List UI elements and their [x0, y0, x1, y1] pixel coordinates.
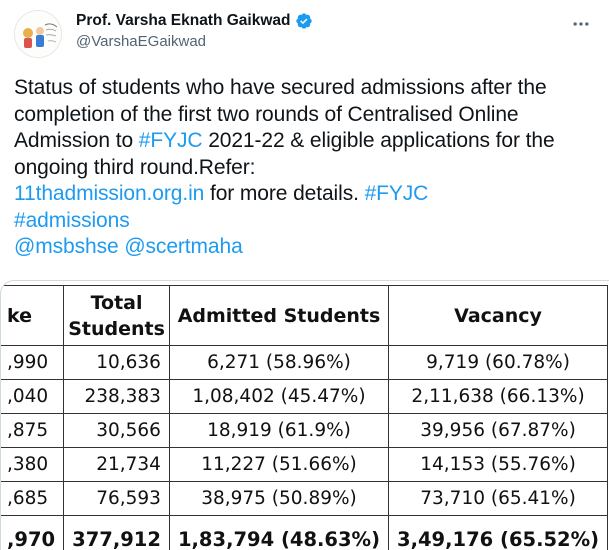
- table-cell: 2,11,638 (66.13%): [389, 380, 608, 414]
- table-total-row: [1, 516, 608, 550]
- verified-badge-icon: [295, 12, 313, 30]
- hashtag-fyjc-link-2[interactable]: #FYJC: [364, 182, 429, 205]
- table-cell: 21,734: [64, 448, 170, 482]
- table-cell: 10,636: [64, 346, 170, 380]
- tweet-text: [14, 75, 599, 261]
- tweet-media-image[interactable]: [0, 280, 609, 550]
- table-cell: 38,975 (50.89%): [169, 482, 388, 516]
- avatar[interactable]: [14, 10, 62, 58]
- header-cell: ke: [1, 286, 64, 346]
- total-cell: 377,912: [64, 516, 170, 550]
- total-cell: ,970: [1, 516, 64, 550]
- mention-msbshse-link[interactable]: @msbshse: [14, 235, 119, 258]
- header-cell: Total Students: [64, 286, 170, 346]
- table-header-row: [1, 286, 608, 346]
- table-cell: ,685: [1, 482, 64, 516]
- name-row: [76, 10, 313, 32]
- table-row: [1, 414, 608, 448]
- table-cell: 238,383: [64, 380, 170, 414]
- table-cell: 11,227 (51.66%): [169, 448, 388, 482]
- more-dots-icon[interactable]: [569, 12, 593, 36]
- table-cell: ,040: [1, 380, 64, 414]
- header-cell: Vacancy: [389, 286, 608, 346]
- mention-scertmaha-link[interactable]: @scertmaha: [124, 235, 243, 258]
- tweet-header: [0, 0, 609, 64]
- table-row: [1, 380, 608, 414]
- total-cell: 1,83,794 (48.63%): [169, 516, 388, 550]
- header-cell: Admitted Students: [169, 286, 388, 346]
- table-cell: 76,593: [64, 482, 170, 516]
- table-row: [1, 346, 608, 380]
- avatar-image: [15, 11, 62, 58]
- hashtag-admissions-link[interactable]: #admissions: [14, 208, 130, 232]
- table-cell: ,875: [1, 414, 64, 448]
- table-cell: 30,566: [64, 414, 170, 448]
- table-cell: 9,719 (60.78%): [389, 346, 608, 380]
- table-cell: 14,153 (55.76%): [389, 448, 608, 482]
- table-cell: ,380: [1, 448, 64, 482]
- table-cell: 18,919 (61.9%): [169, 414, 388, 448]
- tweet-text-part-2: 2021-22 & eligible applications for the ongoing third round.Refer:: [14, 129, 555, 179]
- tweet-text-part-3: for more details.: [204, 182, 365, 205]
- tweet-text-part-1: Status of students who have secured admissions after the completion of the first two rounds of Centralised Online Admission to: [14, 76, 547, 152]
- admission-status-table: [0, 285, 608, 550]
- user-handle[interactable]: @VarshaEGaikwad: [76, 33, 207, 50]
- table-row: [1, 482, 608, 516]
- admission-url-link[interactable]: 11thadmission.org.in: [14, 182, 205, 205]
- table-cell: 39,956 (67.87%): [389, 414, 608, 448]
- hashtag-fyjc-link[interactable]: #FYJC: [138, 129, 203, 152]
- table-cell: ,990: [1, 346, 64, 380]
- display-name[interactable]: Prof. Varsha Eknath Gaikwad: [76, 12, 291, 29]
- table-row: [1, 448, 608, 482]
- total-cell: 3,49,176 (65.52%): [389, 516, 608, 550]
- table-cell: 1,08,402 (45.47%): [169, 380, 388, 414]
- table-cell: 73,710 (65.41%): [389, 482, 608, 516]
- table-cell: 6,271 (58.96%): [169, 346, 388, 380]
